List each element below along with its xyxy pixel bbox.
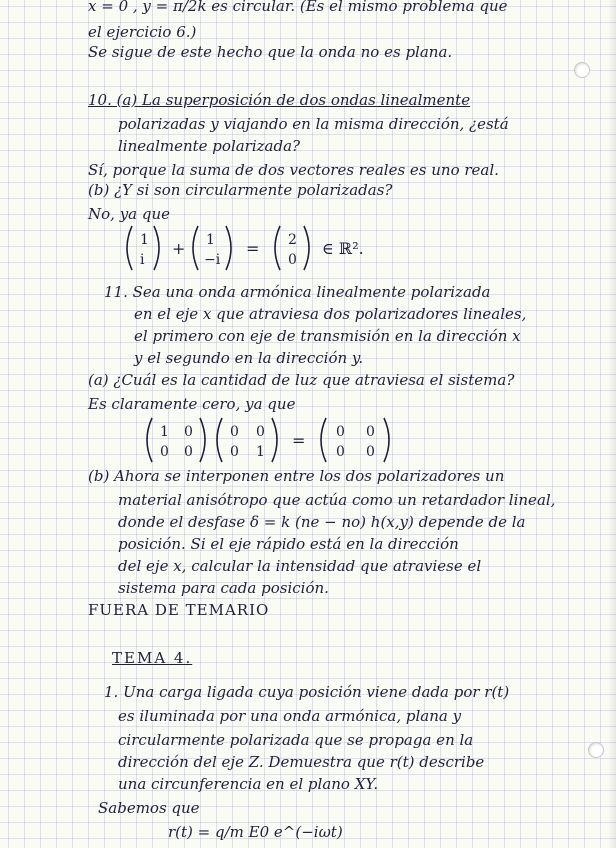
m3-a11: 0 bbox=[336, 424, 345, 440]
real-plane-membership: ∈ ℝ². bbox=[322, 239, 364, 258]
vec1-top: 1 bbox=[140, 232, 149, 248]
m2-left-paren bbox=[217, 418, 222, 462]
section-heading-tema-4: TEMA 4. bbox=[112, 649, 193, 667]
plus-sign: + bbox=[172, 239, 186, 258]
vec3-right-paren bbox=[304, 226, 309, 270]
vec1-right-paren bbox=[154, 226, 159, 270]
m2-a21: 0 bbox=[230, 444, 239, 460]
text-line-6: linealmente polarizada? bbox=[118, 137, 301, 155]
m2-right-paren bbox=[272, 418, 277, 462]
vec2-right-paren bbox=[226, 226, 231, 270]
equation-line-rt: r(t) = q/m E0 e^(−iωt) bbox=[168, 823, 343, 841]
text-line-3: Se sigue de este hecho que la onda no es plana. bbox=[88, 43, 453, 61]
m1-left-paren bbox=[147, 418, 152, 462]
text-line-20: del eje x, calcular la intensidad que atraviese el bbox=[118, 557, 482, 575]
text-line-28: Sabemos que bbox=[98, 799, 200, 817]
vec2-bottom: −i bbox=[204, 252, 221, 268]
m3-left-paren bbox=[321, 418, 326, 462]
binder-hole-top bbox=[574, 62, 590, 78]
m3-a21: 0 bbox=[336, 444, 345, 460]
text-line-24: es iluminada por una onda armónica, plana y bbox=[118, 707, 462, 725]
equals-sign-1: = bbox=[246, 239, 260, 258]
m1-a22: 0 bbox=[184, 444, 193, 460]
m1-a21: 0 bbox=[160, 444, 169, 460]
text-line-7: Sí, porque la suma de dos vectores reales es uno real. bbox=[88, 161, 499, 179]
text-line-25: circularmente polarizada que se propaga en la bbox=[118, 731, 474, 749]
m1-a11: 1 bbox=[160, 424, 169, 440]
text-line-18: donde el desfase δ = k (ne − no) h(x,y) depende de la bbox=[118, 513, 526, 531]
text-line-12: el primero con eje de transmisión en la dirección x bbox=[134, 327, 521, 345]
text-line-17: material anisótropo que actúa como un retardador lineal, bbox=[118, 491, 556, 509]
text-line-11: en el eje x que atraviesa dos polarizadores lineales, bbox=[134, 305, 527, 323]
vec1-left-paren bbox=[127, 226, 132, 270]
text-line-13: y el segundo en la dirección y. bbox=[134, 349, 364, 367]
vec2-left-paren bbox=[193, 226, 198, 270]
tema4-problem-1-statement: 1. Una carga ligada cuya posición viene dada por r(t) bbox=[104, 683, 510, 701]
problem-11-statement: 11. Sea una onda armónica linealmente polarizada bbox=[104, 283, 491, 301]
vector-sum-equation bbox=[120, 222, 460, 276]
vec3-top: 2 bbox=[288, 232, 297, 248]
out-of-syllabus-note: FUERA DE TEMARIO bbox=[88, 601, 270, 619]
equals-sign-2: = bbox=[292, 431, 306, 450]
m3-a22: 0 bbox=[366, 444, 375, 460]
vec2-top: 1 bbox=[206, 232, 215, 248]
text-line-15: Es claramente cero, ya que bbox=[88, 395, 296, 413]
matrix-product-equation bbox=[140, 414, 480, 466]
m1-a12: 0 bbox=[184, 424, 193, 440]
text-line-1: x = 0 , y = π/2k es circular. (Es el mismo problema que bbox=[88, 0, 508, 15]
text-line-19: posición. Si el eje rápido está en la dirección bbox=[118, 535, 459, 553]
text-line-26: dirección del eje Z. Demuestra que r(t) describe bbox=[118, 753, 485, 771]
text-line-9: No, ya que bbox=[88, 205, 171, 223]
m2-a22: 1 bbox=[256, 444, 265, 460]
page-edge-shadow bbox=[608, 0, 616, 848]
m2-a11: 0 bbox=[230, 424, 239, 440]
text-line-8: (b) ¿Y si son circularmente polarizadas? bbox=[88, 181, 393, 199]
vec3-left-paren bbox=[275, 226, 280, 270]
problem-10-statement: 10. (a) La superposición de dos ondas linealmente bbox=[88, 91, 471, 109]
text-line-5: polarizadas y viajando en la misma dirección, ¿está bbox=[118, 115, 509, 133]
text-line-16: (b) Ahora se interponen entre los dos polarizadores un bbox=[88, 467, 505, 485]
text-line-21: sistema para cada posición. bbox=[118, 579, 329, 597]
m3-right-paren bbox=[384, 418, 389, 462]
vec1-bottom: i bbox=[140, 252, 145, 268]
m3-a12: 0 bbox=[366, 424, 375, 440]
text-line-14: (a) ¿Cuál es la cantidad de luz que atraviesa el sistema? bbox=[88, 371, 515, 389]
text-line-2: el ejercicio 6.) bbox=[88, 23, 197, 41]
text-line-27: una circunferencia en el plano XY. bbox=[118, 775, 379, 793]
vec3-bottom: 0 bbox=[288, 252, 297, 268]
m1-right-paren bbox=[200, 418, 205, 462]
binder-hole-bottom bbox=[588, 742, 604, 758]
m2-a12: 0 bbox=[256, 424, 265, 440]
